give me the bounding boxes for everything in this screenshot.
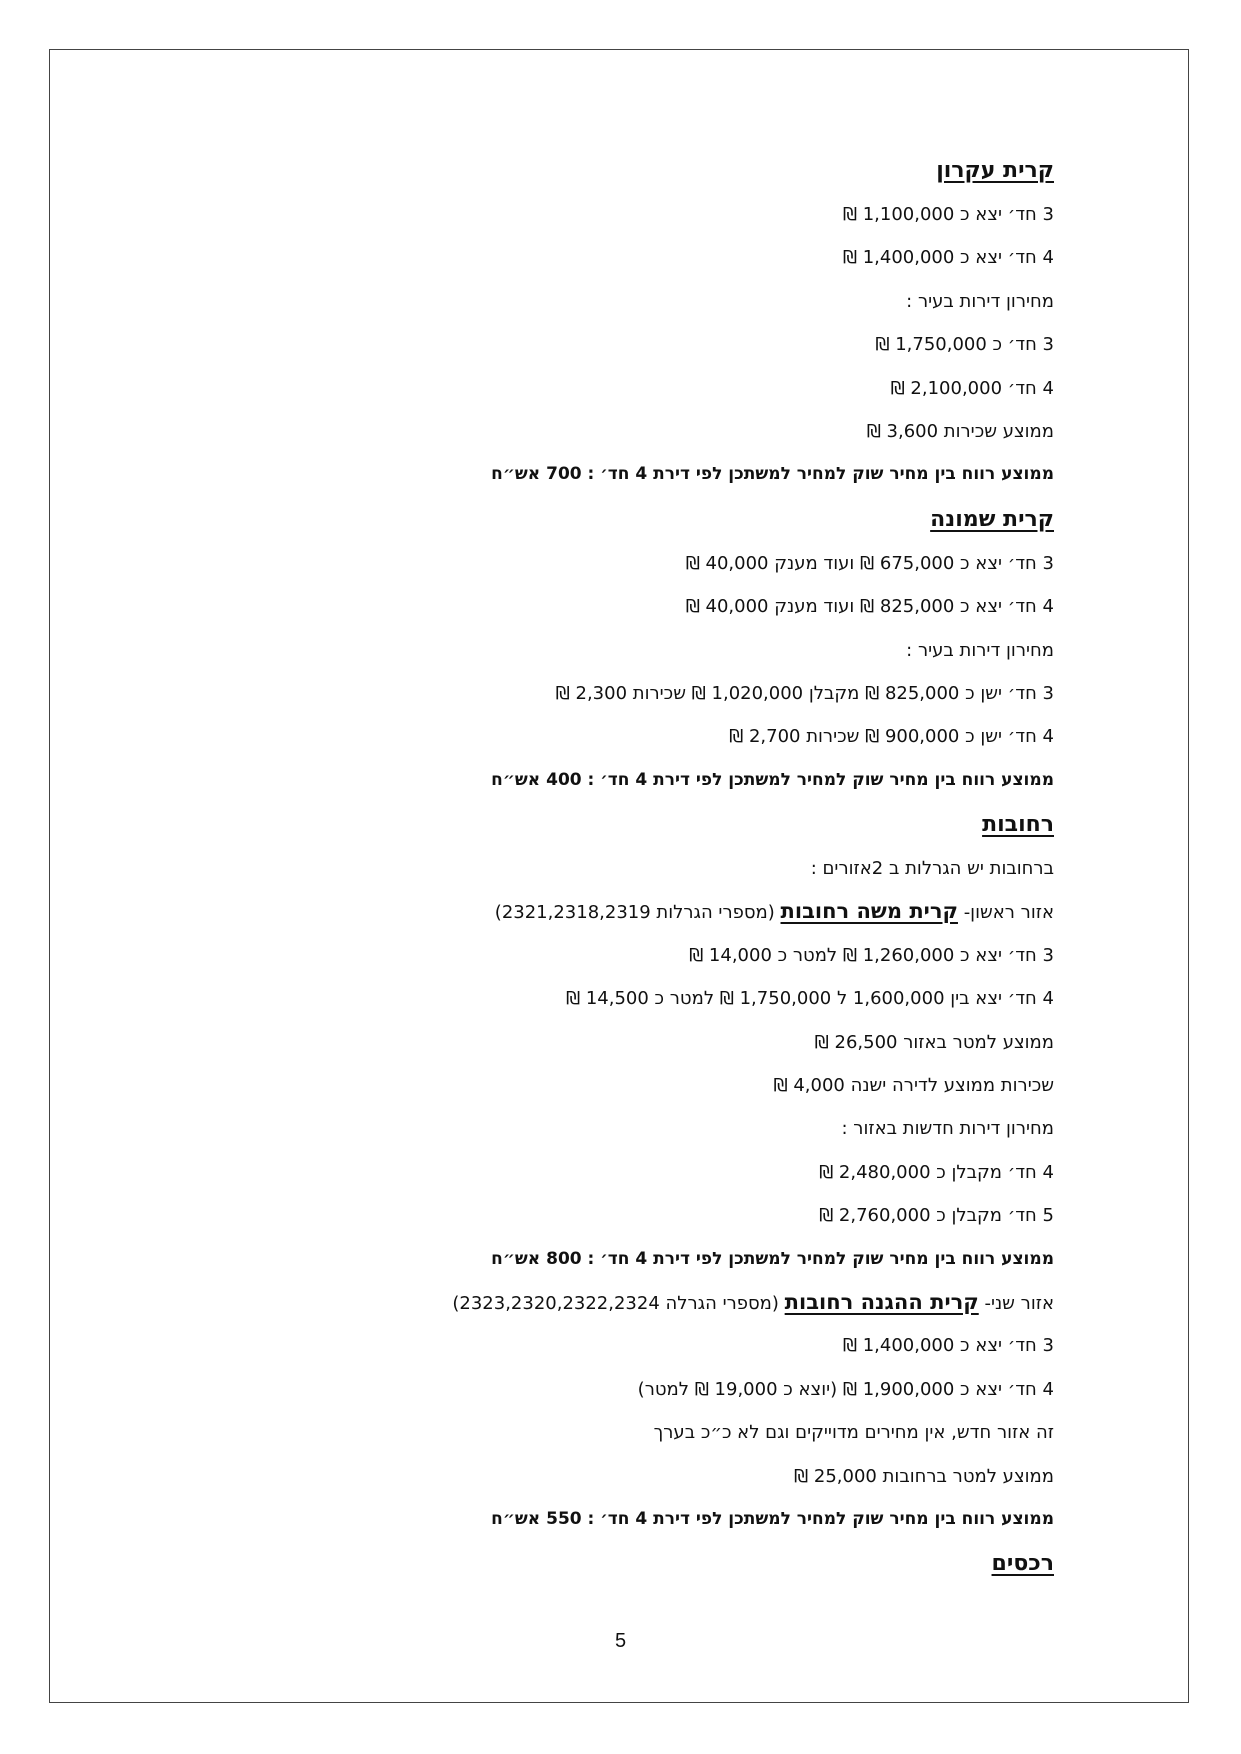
text-line: ממוצע שכירות 3,600 ₪ [866,420,1054,442]
summary-line: ממוצע רווח בין מחיר שוק למחיר למשתכן לפי דירת 4 חד׳ : 550 אש״ח [491,1508,1054,1529]
zone-prefix: אזור שני- [978,1292,1054,1314]
text-line: 4 חד׳ מקבלן כ 2,480,000 ₪ [819,1161,1054,1183]
zone-prefix: אזור ראשון- [957,902,1054,924]
text-line: 4 חד׳ יצא כ 1,400,000 ₪ [842,247,1054,269]
text-line: ממוצע למטר באזור 26,500 ₪ [814,1031,1054,1053]
section-heading-rehovot: רחובות [982,812,1054,838]
zone-name: קרית ההגנה רחובות [784,1289,979,1314]
text-line: זה אזור חדש, אין מחירים מדוייקים וגם לא כ״כ בערך [653,1422,1054,1444]
text-line: 3 חד׳ יצא כ 1,400,000 ₪ [842,1335,1054,1357]
zone-suffix: (מספרי הגרלות 2321,2318,2319) [494,902,781,924]
page-number: 5 [614,1630,627,1652]
text-line: 3 חד׳ יצא כ 675,000 ₪ ועוד מענק 40,000 ₪ [685,552,1054,574]
text-line: 3 חד׳ יצא כ 1,260,000 ₪ למטר כ 14,000 ₪ [689,944,1054,966]
text-line: 4 חד׳ 2,100,000 ₪ [890,377,1054,399]
text-line: מחירון דירות חדשות באזור : [841,1118,1054,1140]
zone-suffix: (מספרי הגרלה 2323,2320,2322,2324) [452,1292,785,1314]
section-heading-rechasim: רכסים [991,1551,1054,1577]
text-line: 3 חד׳ כ 1,750,000 ₪ [875,334,1054,356]
document-body [154,148,1054,1586]
summary-line: ממוצע רווח בין מחיר שוק למחיר למשתכן לפי דירת 4 חד׳ : 700 אש״ח [491,464,1054,485]
text-line: מחירון דירות בעיר : [906,639,1054,661]
summary-line: ממוצע רווח בין מחיר שוק למחיר למשתכן לפי דירת 4 חד׳ : 800 אש״ח [491,1248,1054,1269]
text-line: 4 חד׳ יצא כ 825,000 ₪ ועוד מענק 40,000 ₪ [685,596,1054,618]
text-line: 4 חד׳ יצא בין 1,600,000 ל 1,750,000 ₪ למטר כ 14,500 ₪ [565,988,1054,1010]
text-line: ברחובות יש הגרלות ב 2אזורים : [810,858,1054,880]
text-line: 3 חד׳ ישן כ 825,000 ₪ מקבלן 1,020,000 ₪ שכירות 2,300 ₪ [555,682,1054,704]
text-line: ממוצע למטר ברחובות 25,000 ₪ [794,1465,1054,1487]
text-line: שכירות ממוצע לדירה ישנה 4,000 ₪ [773,1075,1054,1097]
text-line: 5 חד׳ מקבלן כ 2,760,000 ₪ [819,1205,1054,1227]
zone-line [154,1281,1054,1324]
text-line: 4 חד׳ יצא כ 1,900,000 ₪ (יוצא כ 19,000 ₪ למטר) [637,1378,1054,1400]
zone-line [154,890,1054,933]
text-line: מחירון דירות בעיר : [906,290,1054,312]
summary-line: ממוצע רווח בין מחיר שוק למחיר למשתכן לפי דירת 4 חד׳ : 400 אש״ח [491,769,1054,790]
zone-name: קרית משה רחובות [780,899,958,924]
text-line: 4 חד׳ ישן כ 900,000 ₪ שכירות 2,700 ₪ [729,726,1054,748]
section-heading-kiryat-shmona: קרית שמונה [930,506,1054,532]
section-heading-kiryat-ekron: קרית עקרון [936,158,1054,183]
text-line: 3 חד׳ יצא כ 1,100,000 ₪ [842,204,1054,225]
